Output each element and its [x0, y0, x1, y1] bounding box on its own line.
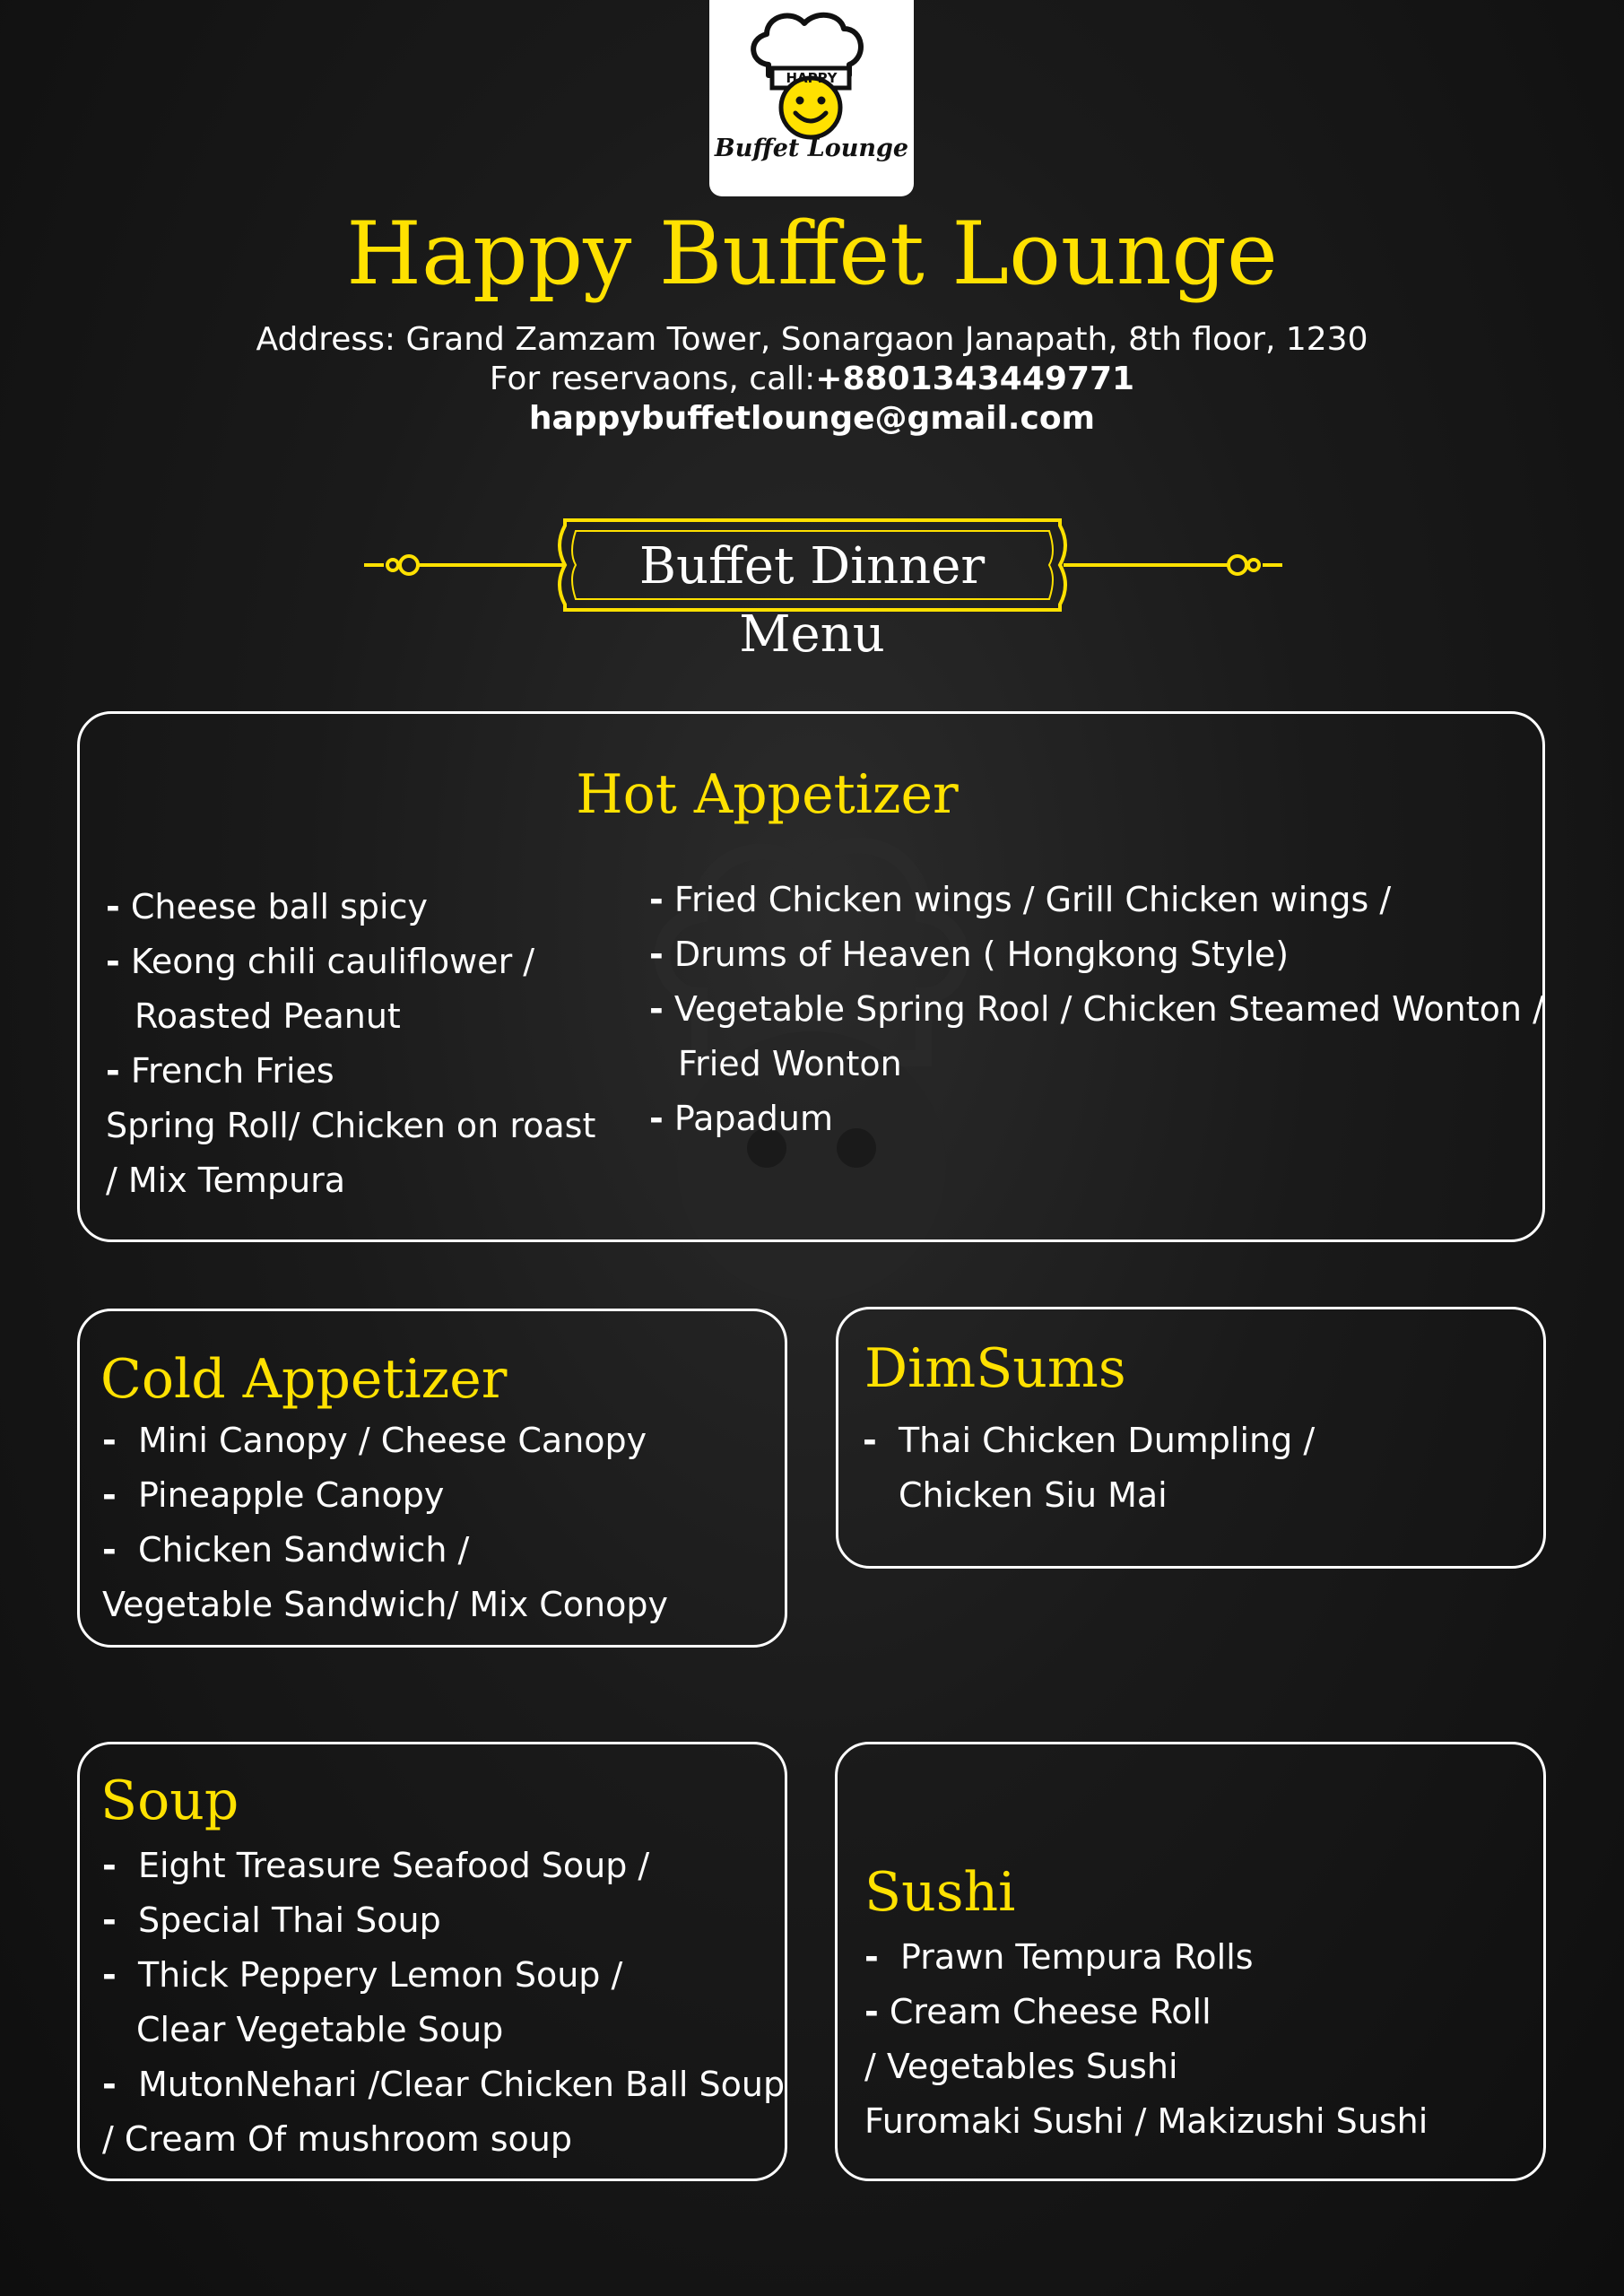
list-item: Clear Vegetable Soup: [136, 2010, 504, 2049]
list-item: Spring Roll/ Chicken on roast: [106, 1106, 596, 1145]
list-item: - Special Thai Soup: [102, 1900, 441, 1940]
soup-heading: Soup: [100, 1770, 239, 1832]
list-item: / Cream Of mushroom soup: [102, 2119, 572, 2159]
logo: [709, 0, 914, 196]
chef-smiley-icon: [709, 0, 914, 196]
list-item: Fried Wonton: [678, 1044, 902, 1083]
list-item: Furomaki Sushi / Makizushi Sushi: [864, 2101, 1429, 2141]
reservation-label: For reservaons, call:: [489, 361, 816, 397]
list-item: - French Fries: [106, 1051, 334, 1091]
page-title: Happy Buffet Lounge: [346, 204, 1278, 304]
logo-script-text: Buffet Lounge: [714, 135, 909, 162]
list-item: - Cream Cheese Roll: [864, 1992, 1211, 2031]
dimsums-list: [863, 1413, 1315, 1523]
list-item: - Eight Treasure Seafood Soup /: [102, 1846, 650, 1885]
cold-appetizer-list: [102, 1413, 668, 1632]
list-item: - Drums of Heaven ( Hongkong Style): [649, 935, 1290, 974]
list-item: Vegetable Sandwich/ Mix Conopy: [102, 1585, 668, 1624]
hot-appetizer-left-list: [106, 880, 595, 1208]
list-item: - Thick Peppery Lemon Soup /: [102, 1955, 623, 1995]
reservation-phone[interactable]: +8801343449771: [815, 361, 1135, 397]
list-item: Chicken Siu Mai: [899, 1475, 1168, 1515]
list-item: / Mix Tempura: [106, 1161, 346, 1200]
list-item: - Keong chili cauliflower /: [106, 942, 535, 981]
list-item: - Cheese ball spicy: [106, 887, 428, 926]
reservation-line: [0, 360, 1624, 399]
hot-appetizer-right-list: [649, 873, 1544, 1146]
logo-badge-text: HAPPY: [786, 70, 838, 86]
address: Address: Grand Zamzam Tower, Sonargaon Janapath, 8th floor, 1230: [256, 321, 1368, 358]
list-item: - Papadum: [649, 1099, 833, 1138]
list-item: - Chicken Sandwich /: [102, 1530, 470, 1570]
list-item: / Vegetables Sushi: [864, 2047, 1178, 2086]
email-link[interactable]: happybuffetlounge@gmail.com: [528, 400, 1096, 437]
list-item: - Pineapple Canopy: [102, 1475, 445, 1515]
sushi-heading: Sushi: [864, 1861, 1016, 1924]
cold-appetizer-heading: Cold Appetizer: [100, 1348, 508, 1411]
dimsums-heading: DimSums: [864, 1337, 1126, 1400]
list-item: - Prawn Tempura Rolls: [864, 1937, 1254, 1977]
banner-label: Buffet Dinner Menu: [638, 537, 986, 664]
list-item: - Vegetable Spring Rool / Chicken Steamed Wonton /: [649, 989, 1544, 1029]
list-item: - Fried Chicken wings / Grill Chicken wings /: [649, 880, 1392, 919]
sushi-list: [864, 1930, 1428, 2149]
hot-appetizer-heading: Hot Appetizer: [576, 763, 959, 826]
list-item: Roasted Peanut: [135, 996, 401, 1036]
list-item: - Thai Chicken Dumpling /: [863, 1421, 1316, 1460]
soup-list: [102, 1839, 785, 2167]
list-item: - MutonNehari /Clear Chicken Ball Soup: [102, 2065, 786, 2104]
list-item: - Mini Canopy / Cheese Canopy: [102, 1421, 647, 1460]
